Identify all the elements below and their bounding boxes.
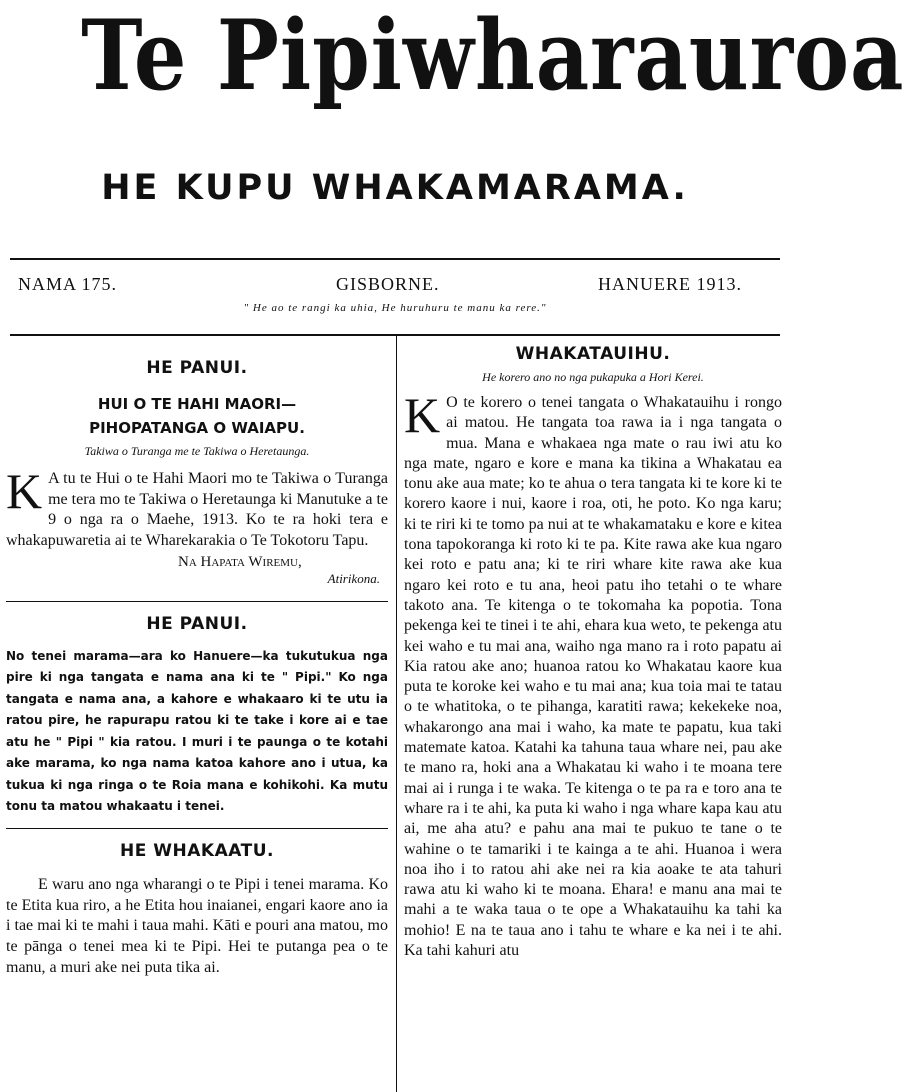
signature-title: Atirikona. (327, 570, 380, 586)
whakatauihu-article (404, 387, 782, 961)
hui-heading: HUI O TE HAHI MAORI—PIHOPATANGA O WAIAPU. (89, 395, 305, 437)
top-rule (10, 258, 780, 260)
whakatauihu-heading: WHAKATAUIHU. (515, 344, 671, 364)
subtitle: HE KUPU WHAKAMARAMA. (101, 168, 689, 208)
right-column (404, 340, 782, 961)
issue-date: HANUERE 1913. (598, 274, 742, 294)
panui2-heading: HE PANUI. (146, 613, 248, 634)
hui-body: A tu te Hui o te Hahi Maori mo te Takiwa o Turanga me tera mo te Takiwa o Heretaunga ki Manutuke a te 9 o nga ra o Maehe, 1913. Ko te ra hoki tera e whakapuwaretia ai te Wharekarakia o Te Tokotoru Tapu. (6, 470, 388, 550)
masthead-title: Te Pipiwharauroa (81, 0, 904, 112)
left-column (6, 350, 388, 978)
section-divider (6, 601, 388, 602)
whakatauihu-subheading: He korero ano no nga pukapuka a Hori Kerei. (482, 370, 704, 384)
dropcap: K (6, 463, 43, 519)
hui-subheading: Takiwa o Turanga me te Takiwa o Heretaunga. (84, 444, 310, 458)
hui-article (6, 463, 388, 552)
masthead (0, 0, 904, 112)
whakaatu-heading: HE WHAKAATU. (120, 840, 274, 861)
header-rule (10, 334, 780, 336)
panui-heading: HE PANUI. (146, 358, 248, 378)
section-divider (6, 828, 388, 829)
panui2-body: No tenei marama—ara ko Hanuere—ka tukutukua nga pire ki nga tangata e nama ana ki te " Pipi." Ko nga tangata e nama ana, a kahore e whakaaro ki te utu ia ratou pire, he rapurapu ratou ki te take i kore ai e tae atu he " Pipi " kia ratou. I muri i te paunga o te kotahi ake marama, ko nga nama katoa kahore ano i utua, ka tukua ki nga ringa o te Roia mana e kohikohi. Ka mutu tonu ta matou whakaatu i tenei. (6, 648, 388, 814)
signature: Na Hapata Wiremu, (178, 553, 302, 570)
motto: " He ao te rangi ka uhia, He huruhuru te manu ka rere." (243, 302, 547, 314)
dropcap: K (404, 387, 441, 443)
issue-place: GISBORNE. (336, 274, 440, 294)
issue-number: NAMA 175. (18, 274, 118, 294)
whakaatu-body: E waru ano nga wharangi o te Pipi i tenei marama. Ko te Etita kua riro, a he Etita hou inaianei, engari kaore ano ia i tae mai ki te mahi i taua mahi. Kāti e pouri ana matou, mo te pānga o tenei mea ki te Pipi. Hei te putanga pea o te manu, a muri ake nei puta tika ai. (6, 875, 388, 976)
column-rule (396, 336, 397, 1092)
whakatauihu-body: O te korero o tenei tangata o Whakatauihu i rongo ai matou. He tangata toa rawa ia i nga tangata o mua. Mana e whakaea nga mate o rau iwi atu ko nga mate, ngaro e kore e mana ka tikina a Whakatau ea tonu ake aua mate; ko te ahua o tera tangata ki te kore ki te korero kaore i nui, kaore i roa, oti, he poto. Ko nga karu; ki te riri ki te tomo pa nui at te whakamataku e kore e kitea tona tapokoranga ki roto ki te pa. Kite rawa ake kua ngaro kei roto e patu ana; ki te riri whare kite rawa ake kua ngaro kei roto e tu ana, heoi patu iho tetahi o te whare takoto ana. Te kitenga o te tokomaha ka popotia. Tona pekenga kei te tinei i te ahi, ehara kua weto, te pekenga atu kei waho e tu mai ana, waiho nga mano ra i roto papatu ai Kia ratou ake ano; huanoa ratou ko Whakatau kaore kua puta te koroke kei waho e tu mai ana; kua toia mai te tatau o te whatitoka, o te pihanga, karatiti rawa; kekekeke noa, whakarongo ana mai i waho, ka mate te papatu, kua taki matemate katoa. Katahi ka tahuna taua whare nei, pau ake te mano ra, hoki ana a Whakatau ki waho i te moana tere mai ai i runga i te waka. Te kitenga o te pa ra e toro ana te whare ra i te ahi, ka puta ki waho i nga whare kapa kau atu ai, me aha atu? e pahu ana mai te pukuo te tane o te wahine o te tamariki i te kainga a te ahi. Huanoa i wera noa iho i to ratou ahi ake nei ra kia aoake te ata tahuri rawa atu ki waho ki te moana. Ehara! e manu ana mai te mahi a te waka taua o te ope a Whakatauihu ka tahi ka mohio! E na te taua ano i tahu te whare e ka nei i te ahi. Ka tahi kahuri atu (404, 394, 782, 960)
